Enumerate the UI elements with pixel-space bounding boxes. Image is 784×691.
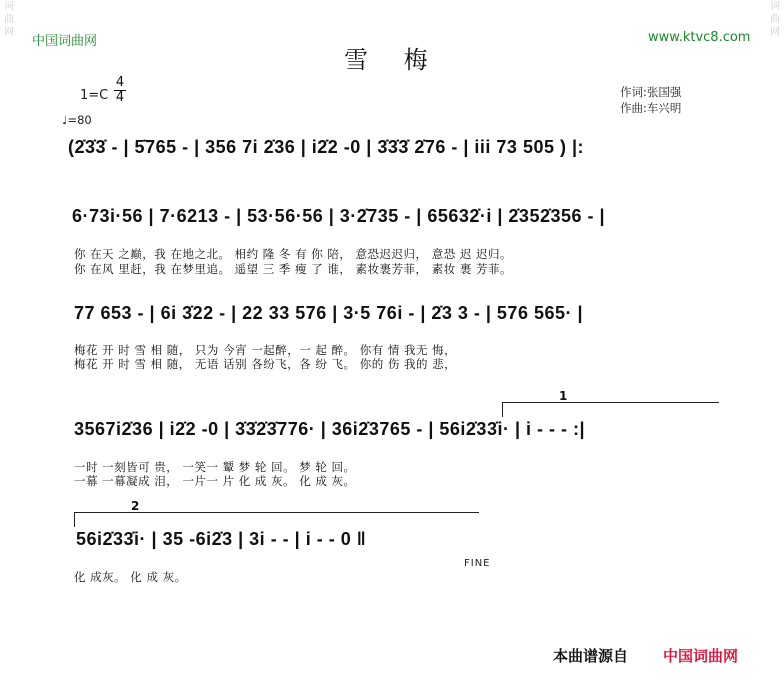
wm-glyph: 网 — [770, 27, 780, 38]
score-row-5: 56i2̇33̇i· | 35 -6i2̇3 | 3i - - | i - - 0 ‖ — [76, 529, 367, 549]
lyrics-row-2-verse-2: 你 在风 里赶，我 在梦里追。 遥望 三 季 瘦 了 谁， 素妆裹芳菲， 素妆 裹 芳菲。 — [74, 262, 513, 276]
time-signature — [114, 76, 126, 105]
time-bottom: 4 — [115, 90, 125, 105]
wm-glyph: 曲 — [4, 14, 14, 25]
wm-glyph: 词 — [770, 1, 780, 12]
lyrics-row-3-verse-1: 梅花 开 时 雪 相 随， 只为 今宵 一起醉，一 起 醉。 你有 情 我无 悔， — [74, 343, 457, 357]
volta-first-label: 1 — [559, 389, 568, 403]
source-site-link[interactable]: 中国词曲网 — [663, 647, 739, 665]
lyrics-row-5: 化 成灰。 化 成 灰。 — [74, 570, 187, 584]
lyrics-row-4-verse-2: 一幕 一幕凝成 泪， 一片一 片 化 成 灰。 化 成 灰。 — [74, 474, 356, 488]
wm-glyph: 词 — [4, 1, 14, 12]
score-row-3: 77 653 - | 6i 3̇22 - | 22 33 576 | 3·5 76i - | 2̇3 3 - | 576 565· | — [74, 303, 584, 323]
composer: 作曲:车兴明 — [620, 101, 682, 115]
site-name-left[interactable]: 中国词曲网 — [32, 34, 98, 49]
fine-mark: FINE — [464, 558, 491, 569]
tempo-mark — [62, 113, 92, 127]
song-title: 雪 梅 — [344, 46, 442, 74]
lyrics-row-3-verse-2: 梅花 开 时 雪 相 随， 无语 话别 各纷飞，各 纷 飞。 你的 伤 我的 悲， — [74, 357, 457, 371]
volta-first — [502, 389, 719, 417]
site-url-right[interactable]: www.ktvc8.com — [648, 30, 751, 45]
lyrics-row-4-verse-1: 一时 一刻皆可 贵， 一笑一 颦 梦 轮 回。 梦 轮 回。 — [74, 460, 356, 474]
watermark-right — [768, 0, 782, 39]
key-signature: 1=C — [80, 88, 109, 103]
score-row-2: 6·73i·56 | 7·6213 - | 53·56·56 | 3·2̇735 - | 65632̇·i | 2̇352̇356 - | — [72, 206, 606, 226]
score-row-1: (2̇3̇3̇ - | 5̇765 - | 356 7i 2̇36 | i2̇2 -0 | 3̇3̇3̇ 2̇76 - | iii 73 505 ) |: — [68, 137, 585, 157]
lyricist: 作词:张国强 — [620, 85, 682, 99]
source-label: 本曲谱源自 — [553, 647, 629, 665]
quarter-note-icon: ♩ — [62, 113, 68, 127]
score-row-4: 3567i2̇36 | i2̇2 -0 | 3̇3̇2̇3̇776· | 36i2̇3765 - | 56i2̇33̇i· | i - - - :| — [74, 419, 586, 439]
volta-second-label: 2 — [131, 499, 140, 513]
wm-glyph: 网 — [4, 27, 14, 38]
wm-glyph: 曲 — [770, 14, 780, 25]
watermark-left — [2, 0, 16, 39]
tempo-value: =80 — [67, 113, 92, 127]
time-top: 4 — [115, 75, 125, 90]
volta-second — [74, 499, 479, 527]
lyrics-row-2-verse-1: 你 在天 之巅，我 在地之北。 相约 隆 冬 有 你 陪， 意恐迟迟归， 意恐 迟 迟归。 — [74, 247, 513, 261]
